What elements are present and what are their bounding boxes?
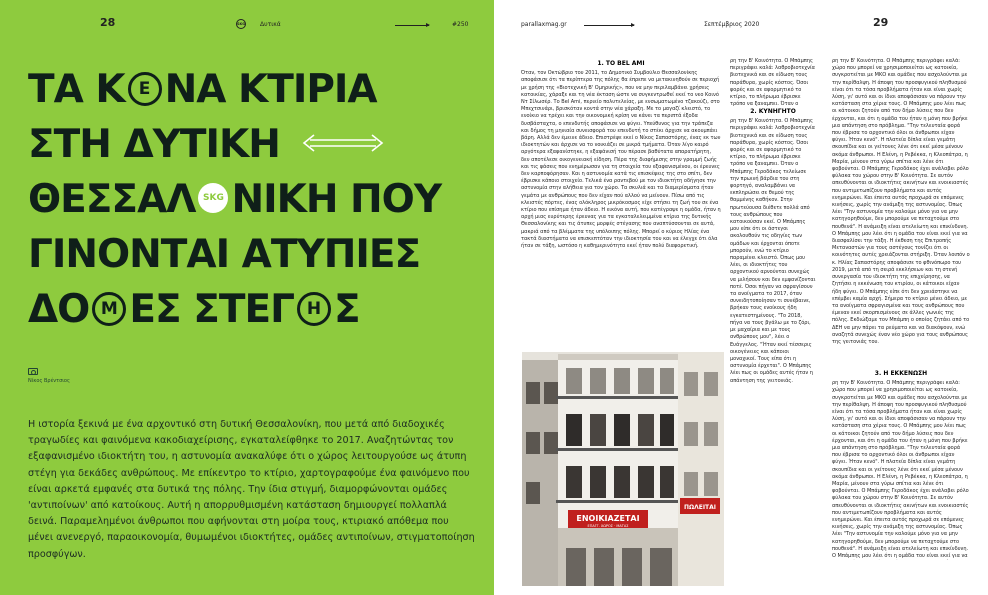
body-text-cont: [730, 118, 816, 578]
right-page: [494, 0, 988, 595]
magazine-logo-icon: SKG: [236, 19, 246, 29]
article-title: [28, 62, 488, 337]
building-photo: [522, 352, 724, 586]
circled-letter-icon: Μ: [92, 292, 126, 326]
body-text: Όταν, τον Οκτώβριο του 2011, το Δημοτικό Συμβούλιο Θεσσαλονίκης αποφάσισε ότι τα περίπτερα της πόλης θα έπρεπε να μετακινηθούν σε περιοχή με χρήση της «Βιοτεχνική Β' Ομηρικής», που να μην περιλαμβάνει χρήσεις κατοικίας, χάραξε και τη νέα έκταση ώστε να συγκεντρωθεί εκεί το νεο Κοινό Ντ Σίλωσέρ. Το Bel Ami, περιείο πολυτελείας, με ενσωματωμένο τζακούζι, στο Μπεχτσινάρι, βρισκόταν κοντά στην νέα χάραξη. Με το μαγαζί κλειστό, το ενοίκιο να τρέχει και την οικονομική κρίση να κάνει τα περιπτά έξοδα δυσβάσταχτα, ο επενδυτής αποφάσισε να φύγει. Υπεύθυνος για την τράπεζα και δήμος τη μηνιαία συνεισφορά του επενδυτή το στέκι άρχισε να ακουμπάει βάρη. Αλλά δεν έμεινε άδειο. Επιστρέψε εκεί ο Νίκος Σαπαστόρης, ένας εκ των ιδιοκτητών και άρχισε να το νοικιάζει σε μικρά τμήματα. Όταν λίγο καιρό αργότερα εξαφανίστηκε, η εξαφάνισή του πέρασε βαθύτατα απαρατήρητη, δεν αποτέλεσε οικογενειακή είδηση. Πέρα της διαφήμισης στην γραμμή ζωής και τις φάσεις που ενημέρωσαν για τη στοιχεία του εξαφανισμένου, οι έρευνες δεν καρποφόρησαν. Και η αστυνομία κατά τις επισκέψεις της στο σπίτι, δεν έβρισκε κάποιο στοιχείο. Τελικά ένα ραντεβού με τον ιδιοκτήτη οδήγησε την αστυνομία στην αλήθεια για τον χώρο. Τα σκυλιά και τα διαμερίσματα ήταν γεμάτα με ανθρώπους που δεν είχαν πού αλλού να μείνουν. Πίσω από τις κλειστές πόρτες, ένας ολόκληρος μικρόκοσμος είχε στήσει τη ζωή του σε ένα κτίριο που επίσημα ήταν άδειο. Η εικόνα αυτή, που κατέγραψε η ομάδα, ήταν η αρχή μιας ευρύτερης έρευνας για τα εγκαταλελειμμένα κτίρια της δυτικής Θεσσαλονίκης και τις άτυπες μορφές στέγασης που αναπτύσσονται σε αυτά, μακριά από τα βλέμματα της υπόλοιπης πόλης. Μπορεί ο κύριος Ηλίας ένα τακτά διαστήματα να επισκεπτόταν την ιδιοκτησία του και να έλεγχε ότι όλα ήταν σε τάξη, ωστόσο η καθημερινότητα εκεί ήταν πολύ διαφορετική.: [521, 70, 721, 250]
title-text: ΘΕΣΣΑΛ: [28, 177, 196, 222]
title-text: ΝΑ ΚΤΙΡΙΑ: [164, 67, 377, 112]
issue-date: Σεπτέμβριος 2020: [704, 21, 760, 28]
double-arrow-icon: [302, 134, 384, 152]
photo-credit: [28, 368, 70, 384]
title-text: ΓΙΝΟΝΤΑΙ ΑΤΥΠΙΕΣ: [28, 232, 421, 277]
site-url: parallaxmag.gr: [521, 21, 567, 28]
section-heading-2: 2. ΚΥΝΗΓΗΤΟ: [750, 108, 796, 115]
title-text: ΣΤΗ ΔΥΤΙΚΗ: [28, 122, 280, 167]
body-text-span: ρη την Β' Κοινότητα. Ο Μπάμπης περιγράφει καλά: χώρο που μπορεί να χρησιμοποιείται ως κατοικία, συγκροτείται με ΜΚΟ και ομάδες που ασχολούνται με την περίθαλψη. Η άποψη του προσφυγικού πληθυσμού είναι ότι τα τόσα προβλήματα ήταν και είναι χωρίς λύση, γι' αυτό και οι ίδιοι αποφάσισαν να πάρουν την κατάσταση στα χέρια τους. Ο Μπάμπης μου λέει πως οι κάτοικοι ζητούν από τον δήμο λύσεις που δεν έρχονται, και ότι η ομάδα του ήταν η μόνη που βρήκε μια απάντηση στο πρόβλημα. "Την τελευταία φορά που έβρισα το αρχοντικό όλοι οι άνθρωποι είχαν φύγει. Ήταν κενό". Η πλατεία δίπλα είναι γεμάτη σκουπίδια και οι γείτονες λένε ότι εκεί μέσα μένουν ακόμα άνθρωποι. Η Ελένη, η Ρεβέκκα, η Κλεοπάτρα, η Μαρία, μένουν στα γύρω σπίτια και λένε ότι φοβούνται. Ο Μπάμπης Γεροδάκος έχει ανάλαβει ρόλο φύλακα του χώρου στην Β' Κοινότητα. Σε αυτόν απευθύνονται οι ιδιοκτήτες ακινήτων και ενοικιαστές που αντιμετωπίζουν προβλήματα και αυτός ενημερώνει. Και έπειτα αυτός προχωρά σε επόμενες κινήσεις, χωρίς την ανάμιξη της αστυνομίας. Όπως λέει "Την αστυνομία την καλούμε μόνο για να μην κατηγορηθούμε, δεν μπορούμε να πεταχτούμε στο πουθενά". Η ανάμειξη είναι ατελείωτη και επικίνδυνη. Ο Μπάμπης μου λέει ότι η ομάδα του είναι εκεί για να: [832, 380, 969, 560]
right-header: [494, 18, 988, 32]
camera-icon: [28, 368, 38, 375]
lead-paragraph: Η ιστορία ξεκινά με ένα αρχοντικό στη δυτική Θεσσαλονίκη, που μετά από διαδοχικές τραγωδίες και φαινόμενα κακοδιαχείρισης, εγκαταλείφθηκε το 2017. Αναζητώντας τον εξαφανισμένο ιδιοκτήτη του, η αστυνομία ανακαλύφε ότι ο χώρος λειτουργούσε ως άτυπη στέγη για δεκάδες ανθρώπους. Με επίκεντρο το κτίριο, χαρτογραφούμε ένα φαινόμενο που είναι αρκετά εμφανές στα δυτικά της πόλης. Την ίδια στιγμή, διαμορφώνονται ομάδες 'αντιποίνων' από κατοίκους. Αυτή η απορρυθμισμένη κατάσταση δημιουργεί πολλαπλά δεινά. Παραμελημένοι άνθρωποι που αφήνονται στη μοίρα τους, κτιριακό απόθεμα που μένει ανενεργό, παραοικονομία, θυμωμένοι ιδιοκτήτες, ομάδες αντιποίνων, στιγματοποίηση προσφύγων.: [28, 419, 475, 560]
body-text-cont: [832, 380, 970, 560]
arrow-right-icon: [395, 25, 429, 26]
body-text-span: ρη την Β' Κοινότητα. Ο Μπάμπης περιγράφει καλά: χώρο που μπορεί να χρησιμοποιείται ως κατοικία, συγκροτείται με ΜΚΟ και ομάδες που ασχολούνται με την περίθαλψη. Η άποψη του προσφυγικού πληθυσμού είναι ότι τα τόσα προβλήματα ήταν και είναι χωρίς λύση, γι' αυτό και οι ίδιοι αποφάσισαν να πάρουν την κατάσταση στα χέρια τους. Ο Μπάμπης μου λέει πως οι κάτοικοι ζητούν από τον δήμο λύσεις που δεν έρχονται, και ότι η ομάδα του ήταν η μόνη που βρήκε μια απάντηση στο πρόβλημα. "Την τελευταία φορά που έβρισα το αρχοντικό όλοι οι άνθρωποι είχαν φύγει. Ήταν κενό". Η πλατεία δίπλα είναι γεμάτη σκουπίδια και οι γείτονες λένε ότι εκεί μέσα μένουν ακόμα άνθρωποι. Η Ελένη, η Ρεβέκκα, η Κλεοπάτρα, η Μαρία, μένουν στα γύρω σπίτια και λένε ότι φοβούνται. Ο Μπάμπης Γεροδάκος έχει ανάλαβει ρόλο φύλακα του χώρου στην Β' Κοινότητα. Σε αυτόν απευθύνονται οι ιδιοκτήτες ακινήτων και ενοικιαστές που αντιμετωπίζουν προβλήματα και αυτός ενημερώνει. Και έπειτα αυτός προχωρά σε επόμενες κινήσεις, χωρίς την ανάμιξη της αστυνομίας. Όπως λέει "Την αστυνομία την καλούμε μόνο για να μην κατηγορηθούμε, δεν μπορούμε να πεταχτούμε στο πουθενά". Η ανάμειξη είναι ατελείωτη και επικίνδυνη. Ο Μπάμπης μου λέει ότι η ομάδα του είναι εκεί για να διασφαλίσει την τάξη. Η έκθεση της Επιτροπής Μεταναστών για τους αστέγους τονίζει ότι οι κοινότητες αυτές χρειάζονται στήριξη. Όταν λοιπόν ο κ. Ηλίας Σαπαστόρης αποφάσισε το φθινόπωρο του 2019, μετά από τη σειρά εκκλήσεων και τη στενή συνεργασία του ιδιοκτήτη της επιχείρησης, να ζητήσει η εκκένωση του κτιρίου, οι κάτοικοι είχαν ήδη φύγει. Ο Μπάμπης είπε ότι δεν χρειάστηκε να επέμβει καμία αρχή. Σήμερα το κτίριο μένει άδειο, με τα ανοίγματα σφραγισμένα και τους ανθρώπους που έμεναν εκεί σκορπισμένους σε άλλες γωνιές της πόλης. Εκδιώξαμε τον Μπάμπη ο οποίος ζητάει από το ΔΕΗ να μην πάρει τα ρεύματα και να διακόψουν, ενώ αναζητά συνεχώς έναν νέο χώρο για τους ανθρώπους της γειτονιάς του.: [832, 58, 970, 345]
rent-sign-subtext: ΕΠΑΓΓ. ΧΩΡΟΣ · ΜΑΤΑΣ: [587, 524, 629, 528]
title-line-1: [28, 62, 488, 117]
title-text: ΝΙΚΗ ΠΟΥ: [231, 177, 442, 222]
body-column-3: [832, 58, 970, 560]
title-line-3: [28, 172, 488, 227]
section-heading-1: 1. ΤΟ BEL AMI: [597, 60, 645, 67]
title-text: Σ: [333, 287, 360, 332]
section-heading-3: 3. Η ΕΚΚΕΝΩΣΗ: [874, 370, 928, 377]
body-text: [832, 58, 970, 368]
building-illustration: [522, 352, 724, 586]
skg-badge-icon: SKG: [198, 183, 228, 213]
title-text: ΤΑ Κ: [28, 67, 125, 112]
credit-name: Νίκος Βρέντσιος: [28, 378, 70, 384]
page-number-right: 29: [873, 16, 889, 29]
circled-letter-icon: Ε: [128, 72, 162, 106]
rent-sign-text: ΕΝΟΙΚΙΑΖΕΤΑΙ: [576, 514, 640, 523]
title-line-5: [28, 282, 488, 337]
section-label: Δυτικά: [260, 21, 281, 28]
body-column-1: [521, 58, 721, 352]
body-text: ρη την Β' Κοινότητα. Ο Μπάμπης περιγράφει καλά: λαθροβιοτεχνία βιοτεχνικά και σε είδωση τους παράθυρα, χωρίς κόστος. Όσοι φορές και σε αφορμητικό το κτίριο, το πλήρωμα έβρισκε τρόπο να ξαναμπει. Όταν ο: [730, 58, 815, 106]
title-text: ΕΣ ΣΤΕΓ: [129, 287, 294, 332]
title-line-2: [28, 117, 488, 172]
arrow-right-icon: [584, 25, 634, 26]
title-line-4: [28, 227, 488, 282]
body-text-intro: [730, 58, 816, 106]
title-text: ΔΟ: [28, 287, 90, 332]
body-column-2: [730, 58, 816, 578]
sale-sign-text: ΠΩΛΕΙΤΑΙ: [683, 504, 717, 511]
page-number-left: 28: [100, 16, 116, 29]
left-header: [0, 18, 494, 32]
circled-letter-icon: Η: [297, 292, 331, 326]
body-text: ρη την Β' Κοινότητα. Ο Μπάμπης περιγράφει καλά: λαθροβιοτεχνία βιοτεχνικά και σε είδωση τους παράθυρα, χωρίς κόστος. Όσοι φορές και σε αφορμητικό το κτίριο, το πλήρωμα έβρισκε τρόπο να ξαναμπει. Όταν ο Μπάμπης Γεροδάκος τελείωσε την πρωινή βάρδια του στη φορτηγό, αναλαμβάνει να εκπληρώσει σε θεμού της θαμμένης καθήκον. Στην πρωτεύουσα διέθετε πολλά από τους ανθρώπους που κατοικούσαν εκεί. Ο Μπάμπης μου είπε ότι οι άστεγοι ακολουθούν τις οδηγίες των ομάδων και έρχονται όποτε μπορούν, ενώ το κτίριο παραμένει κλειστό. Όπως μου λέει, οι ιδιοκτήτες του αρχοντικού αρνούνται συνεχώς να μιλήσουν και δεν εμφανίζονται ποτέ. Όσοι πήγαν να σφραγίσουν τα ανοίγματα το 2017, όταν συνειδητοποίησαν τι συνέβαινε, βρήκαν τους ενοίκους ήδη εγκατεστημένους. "Το 2018, πήγα να τους βγάλω με το ζόρι, με μαχαίρια και με τους ανθρώπους μου", λέει ο Ευάγγελος. "Ήταν εκεί τέσσερις οικογένειες και κάποιοι μοναχικοί. Τους είπα ότι η αστυνομία έρχεται". Ο Μπάμπης λέει πως οι ομάδες αυτές ήταν η απάντηση της γειτονιάς.: [730, 118, 816, 384]
issue-number: #250: [452, 21, 469, 28]
